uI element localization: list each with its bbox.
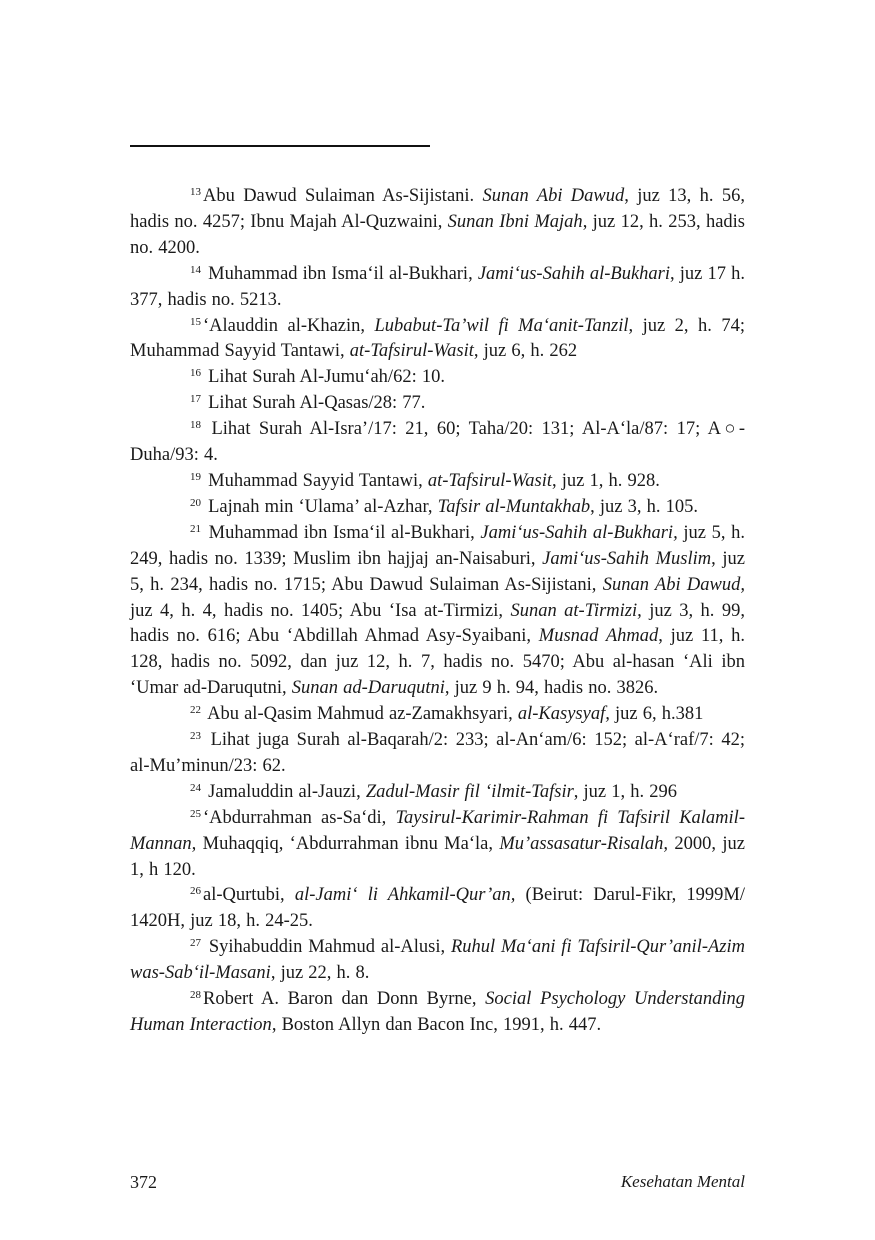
footnote-27: [130, 935, 745, 987]
footnote-number: 20: [190, 496, 201, 509]
footnote-19: [130, 469, 745, 495]
footnote-text: Robert A. Baron dan Donn Byrne,: [203, 989, 486, 1010]
footnote-text: Syihabuddin Mahmud al-Alusi,: [203, 937, 451, 958]
footnote-text: , juz 6, h. 262: [473, 341, 578, 362]
footnote-15: [130, 314, 745, 366]
footnote-text: (Beirut: Darul-Fikr, 1999M/ 1420H, juz 18, h. 24-25.: [130, 885, 746, 932]
footnote-22: [130, 702, 745, 728]
footnote-title-italic: at-Tafsirul-Wasit: [349, 341, 474, 362]
footnote-title-italic: Sunan Abi Dawud: [482, 186, 625, 206]
footnote-number: 13: [190, 186, 201, 198]
footnote-number: 28: [190, 989, 201, 1002]
footnote-14: [130, 262, 745, 314]
footnote-text: Lihat juga Surah al-Baqarah/2: 233; al-An‘am/6: 152; al-A‘raf/7: 42; al-Mu’minun/23: 62.: [130, 730, 745, 776]
footnote-text: , juz 2, h. 74; Muhammad Sayyid Tantawi,: [130, 315, 746, 362]
footnote-text: juz 4, h. 4, hadis no. 1405; Abu ‘Isa at-Tirmizi,: [130, 600, 511, 621]
footnote-text: Lihat Surah Al-Isra’/17: 21, 60; Taha/20: 131; Al-A‘la/87: 17; A○-Duha/93: 4.: [130, 419, 745, 466]
footnote-separator-rule: [130, 145, 430, 147]
footnote-text: Muhaqqiq, ‘Abdurrahman ibnu Ma‘la,: [196, 833, 500, 854]
footnote-number: 16: [190, 367, 201, 380]
footnote-text: , juz 9 h. 94, hadis no. 3826.: [444, 678, 659, 699]
footnote-title-italic: Jami‘us-Sahih al-Bukhari,: [480, 522, 678, 543]
footnote-title-italic: al-Kasysyaf,: [517, 704, 610, 725]
footnote-title-italic: Sunan Ibni Majah: [447, 211, 583, 232]
footnote-title-italic: Tafsir al-Muntakhab: [437, 496, 591, 517]
footnote-number: 25: [190, 807, 201, 820]
footnote-13: [130, 184, 745, 262]
footnote-text: ‘Alauddin al-Khazin,: [203, 315, 375, 336]
page-footer: [130, 1172, 745, 1198]
footnote-number: 26: [190, 885, 201, 898]
footnote-text: Muhammad Sayyid Tantawi,: [203, 470, 428, 491]
page-number: 372: [130, 1172, 157, 1192]
footnote-18: [130, 417, 745, 469]
footnote-number: 19: [190, 470, 201, 483]
footnote-text: juz 5, h. 249, hadis no. 1339; Muslim ibn hajjaj an-Naisaburi,: [130, 522, 745, 569]
footnote-text: , Boston Allyn dan Bacon Inc, 1991, h. 447.: [271, 1015, 602, 1035]
footnote-title-italic: Jami‘us-Sahih al-Bukhari: [477, 263, 670, 284]
footnote-20: [130, 495, 745, 521]
running-title: Kesehatan Mental: [620, 1172, 745, 1191]
footnote-text: , juz 3, h. 105.: [590, 496, 698, 517]
footnote-26: [130, 883, 745, 935]
footnote-text: , juz 5, h. 234, hadis no. 1715; Abu Dawud Sulaiman As-Sijistani,: [130, 548, 745, 595]
footnote-text: , juz 11, h. 128, hadis no. 5092, dan juz 12, h. 7, hadis no. 5470; Abu al-hasan ‘Ali ibn ‘Umar ad-Daruqutni,: [130, 626, 746, 699]
footnote-number: 21: [190, 522, 201, 535]
footnote-text: juz 3, h. 99, hadis no. 616; Abu ‘Abdillah Ahmad Asy-Syaibani,: [130, 600, 745, 647]
footnote-title-italic: al-Jami‘ li Ahkamil-Qur’an,: [294, 885, 516, 906]
footnote-title-italic: Ruhul Ma‘ani fi Tafsiril-Qur’anil-Azim was-Sab‘il-Masani: [130, 937, 745, 984]
footnote-title-italic: at-Tafsirul-Wasit: [427, 470, 552, 491]
footnote-23: [130, 728, 745, 780]
footnote-title-italic: Taysirul-Karimir-Rahman fi Tafsiril Kalamil-Mannan,: [130, 807, 745, 854]
footnotes-block: [130, 184, 745, 1039]
footnote-text: , juz 1, h. 296: [573, 781, 678, 802]
footnote-title-italic: Sunan at-Tirmizi,: [510, 600, 642, 621]
footnote-text: juz 6, h.381: [609, 704, 704, 725]
footnote-text: , juz 12, h. 253, hadis no. 4200.: [130, 211, 745, 258]
footnote-title-italic: Mu’assasatur-Risalah,: [499, 833, 669, 854]
footnote-25: [130, 806, 745, 884]
footnote-text: , juz 17 h. 377, hadis no. 5213.: [130, 263, 745, 310]
footnote-number: 23: [190, 730, 201, 743]
footnote-text: Muhammad ibn Isma‘il al-Bukhari,: [203, 522, 481, 543]
footnote-title-italic: Musnad Ahmad: [538, 626, 659, 647]
footnote-title-italic: Sunan ad-Daruqutni: [291, 678, 445, 699]
footnote-text: 2000, juz 1, h 120.: [130, 833, 745, 880]
footnote-text: ‘Abdurrahman as-Sa‘di,: [203, 807, 396, 828]
footnote-title-italic: Zadul-Masir fil ‘ilmit-Tafsir: [365, 781, 574, 802]
footnote-text: Lajnah min ‘Ulama’ al-Azhar,: [203, 496, 438, 517]
footnote-number: 22: [190, 704, 201, 717]
footnote-title-italic: Lubabut-Ta’wil fi Ma‘anit-Tanzil: [374, 315, 629, 336]
footnote-number: 18: [190, 419, 201, 432]
footnote-number: 17: [190, 393, 201, 406]
footnote-text: Lihat Surah Al-Jumu‘ah/62: 10.: [203, 367, 445, 388]
footnote-text: , juz 1, h. 928.: [551, 470, 660, 491]
footnote-title-italic: Sunan Abi Dawud,: [602, 574, 745, 595]
footnote-text: , juz 22, h. 8.: [270, 963, 370, 984]
footnote-text: Lihat Surah Al-Qasas/28: 77.: [203, 393, 426, 414]
footnote-text: al-Qurtubi,: [203, 885, 295, 906]
footnote-24: [130, 780, 745, 806]
footnote-text: Jamaluddin al-Jauzi,: [203, 781, 366, 802]
footnote-title-italic: Jami‘us-Sahih Muslim: [542, 548, 712, 569]
footnote-17: [130, 391, 745, 417]
footnote-text: Abu al-Qasim Mahmud az-Zamakhsyari,: [203, 704, 518, 725]
footnote-text: , juz 13, h. 56, hadis no. 4257; Ibnu Majah Al-Quzwaini,: [130, 186, 745, 232]
footnote-28: [130, 987, 745, 1039]
footnote-number: 14: [190, 263, 201, 276]
footnote-text: Muhammad ibn Isma‘il al-Bukhari,: [203, 263, 478, 284]
footnote-number: 27: [190, 937, 201, 950]
footnote-21: [130, 521, 745, 702]
footnote-number: 15: [190, 315, 201, 328]
footnote-16: [130, 365, 745, 391]
footnote-text: Abu Dawud Sulaiman As-Sijistani.: [203, 186, 483, 206]
footnote-title-italic: Social Psychology Understanding Human Interaction: [130, 989, 746, 1035]
footnote-number: 24: [190, 781, 201, 794]
